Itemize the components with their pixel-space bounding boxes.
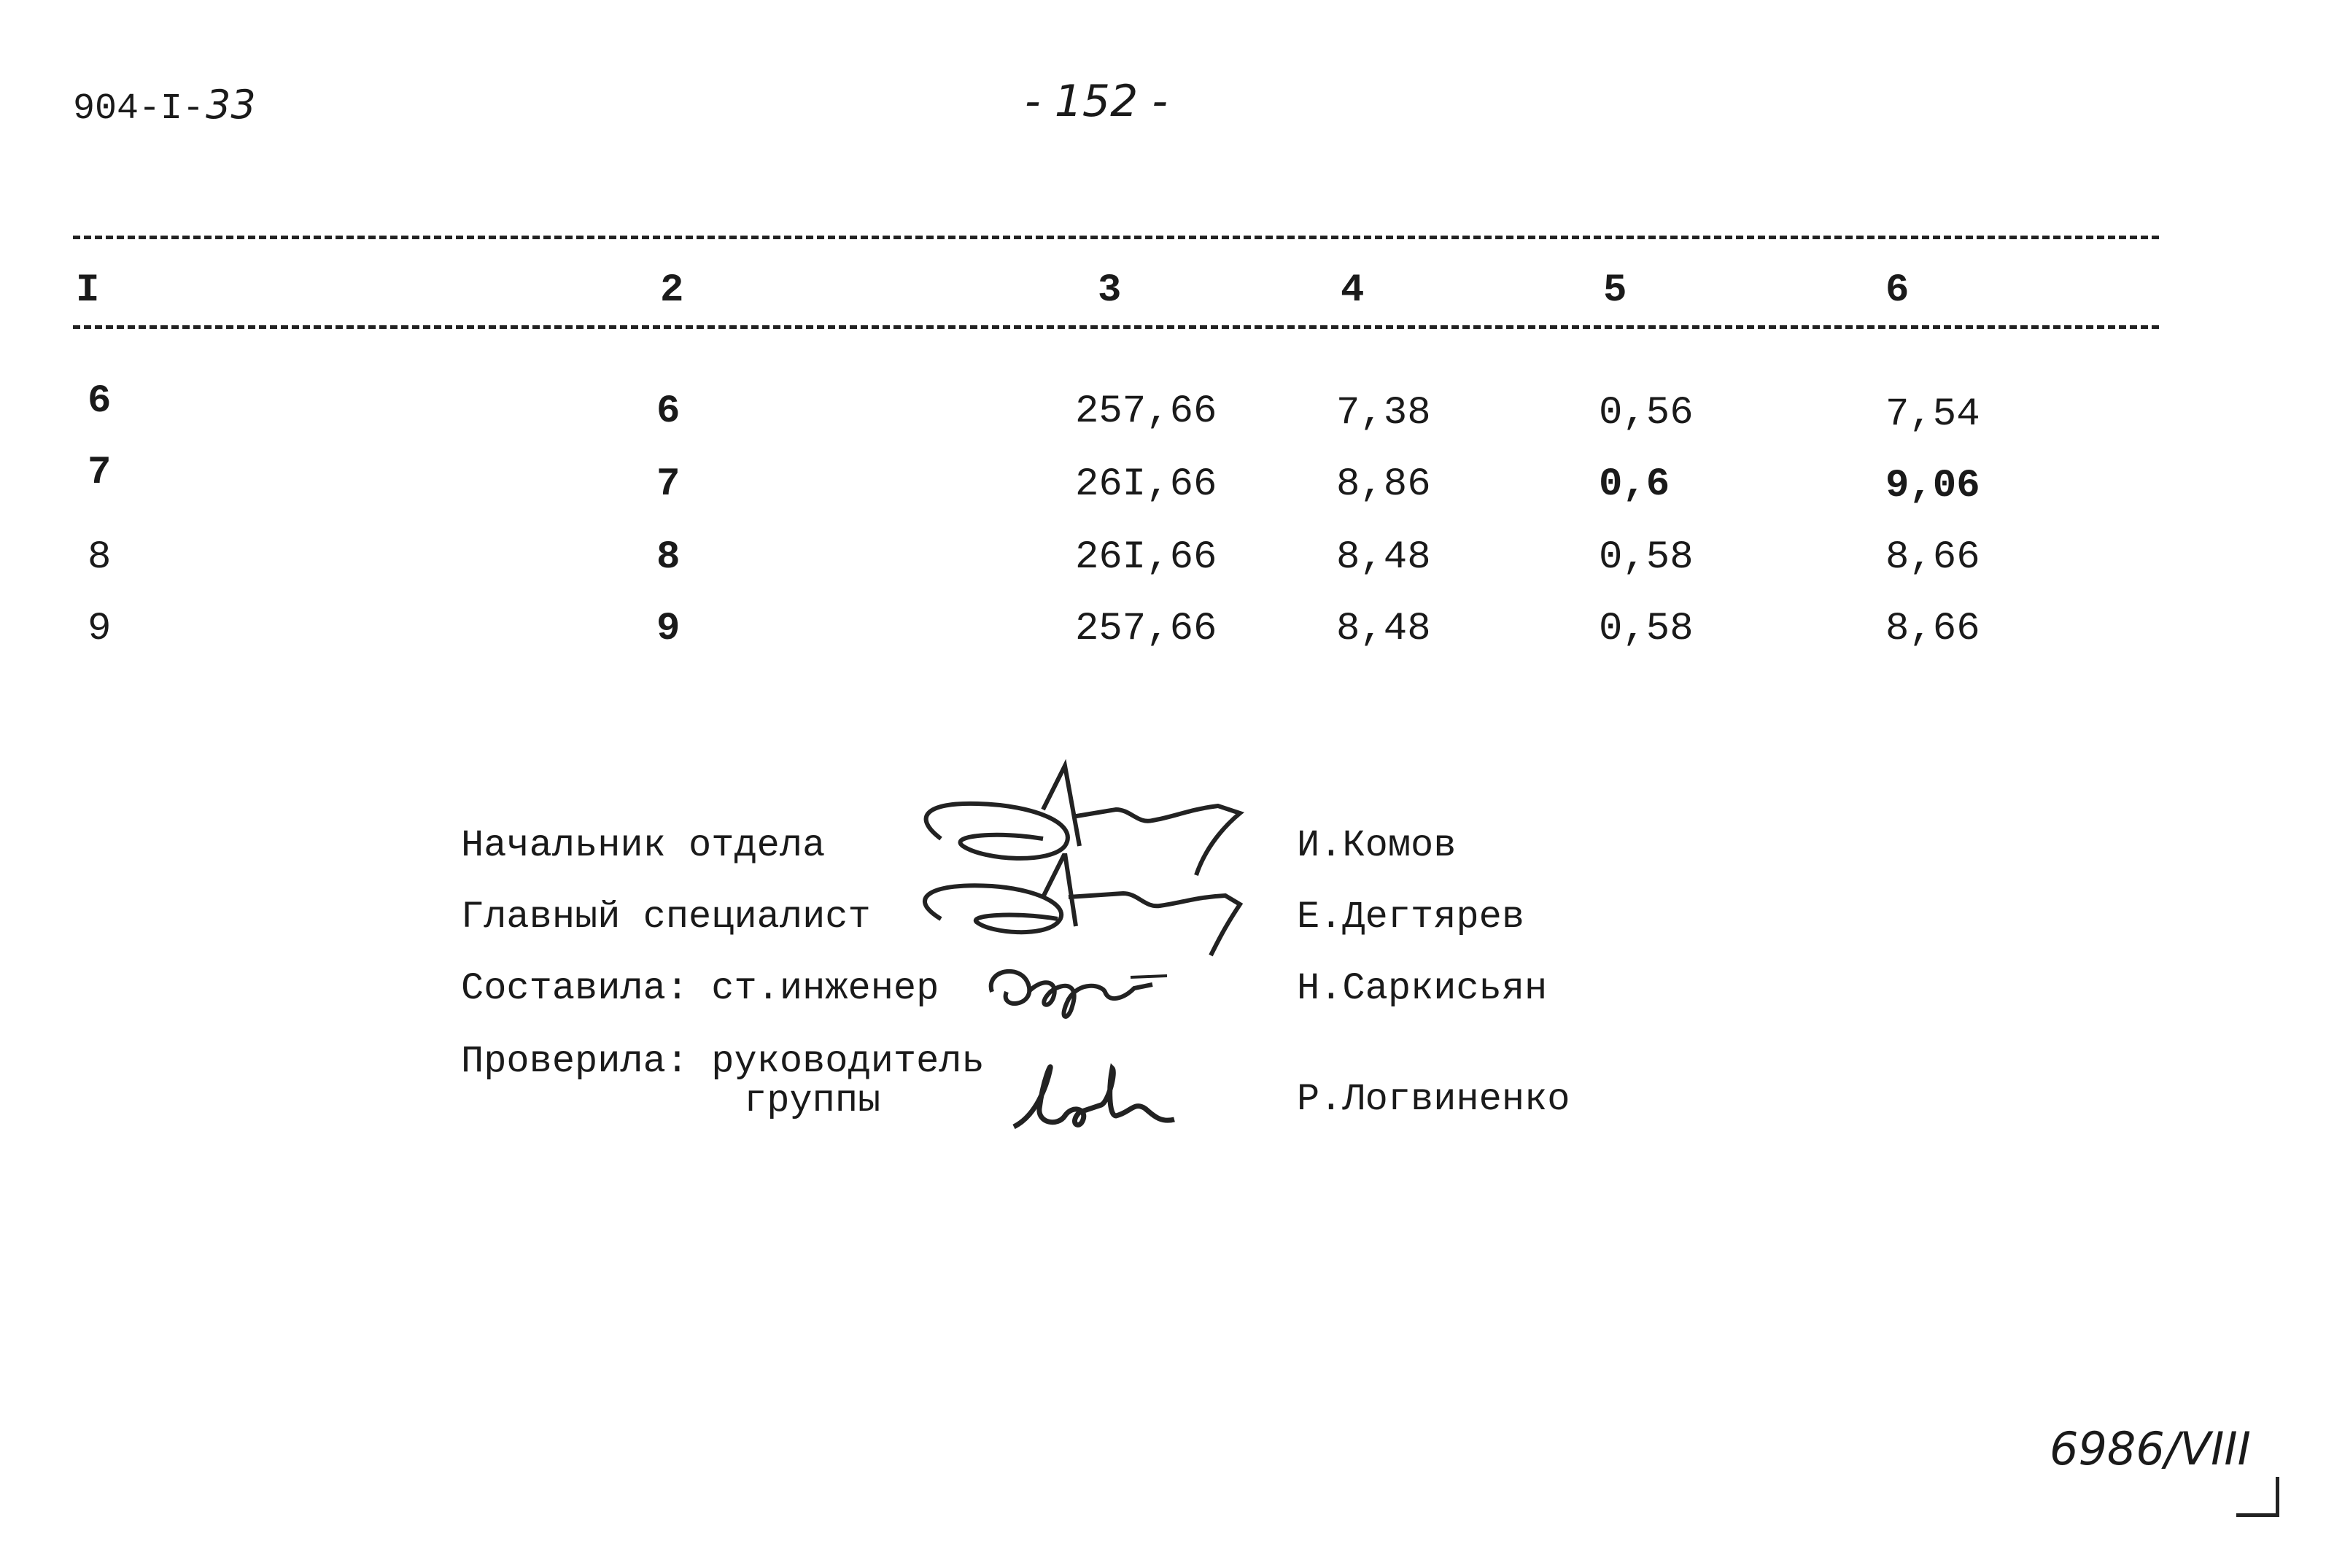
table-header-rule bbox=[73, 325, 2159, 329]
table-cell: 0,58 bbox=[1599, 535, 1694, 580]
signature-name: И.Комов bbox=[1297, 824, 1457, 867]
table-cell: 6 bbox=[88, 379, 112, 424]
table-cell: 8,48 bbox=[1336, 535, 1431, 580]
table-cell: 257,66 bbox=[1075, 607, 1217, 651]
corner-mark bbox=[2236, 1477, 2279, 1517]
page-number: - 152 - bbox=[1025, 76, 1168, 127]
signature-role-continuation: группы bbox=[744, 1079, 881, 1122]
table-cell: 0,56 bbox=[1599, 391, 1694, 435]
signature-role: Главный специалист bbox=[461, 896, 871, 939]
document-code-suffix: 33 bbox=[206, 82, 256, 128]
table-cell: 26I,66 bbox=[1075, 535, 1217, 580]
table-cell: 8,86 bbox=[1336, 462, 1431, 507]
table-cell: 8 bbox=[88, 535, 112, 580]
signature-name: Е.Дегтярев bbox=[1297, 896, 1525, 939]
signature-degtyarev bbox=[897, 853, 1262, 963]
table-cell: 0,58 bbox=[1599, 607, 1694, 651]
table-cell: 7,54 bbox=[1885, 392, 1980, 437]
document-code-prefix: 904-I- bbox=[73, 88, 205, 130]
table-cell: 8,48 bbox=[1336, 607, 1431, 651]
column-header-5: 5 bbox=[1603, 268, 1627, 313]
column-header-4: 4 bbox=[1341, 268, 1365, 313]
table-cell: 7,38 bbox=[1336, 391, 1431, 435]
table-cell: 9 bbox=[656, 607, 681, 651]
table-cell: 7 bbox=[656, 462, 681, 507]
table-cell: 0,6 bbox=[1599, 462, 1670, 507]
table-cell: 257,66 bbox=[1075, 389, 1217, 434]
table-cell: 8,66 bbox=[1885, 535, 1980, 580]
signature-name: Р.Логвиненко bbox=[1297, 1078, 1570, 1121]
signature-role: Проверила: руководитель bbox=[461, 1040, 985, 1083]
table-cell: 8,66 bbox=[1885, 607, 1980, 651]
signature-role: Составила: ст.инженер bbox=[461, 967, 939, 1010]
table-top-rule bbox=[73, 236, 2159, 239]
table-cell: 9 bbox=[88, 607, 112, 651]
signature-role: Начальник отдела bbox=[461, 824, 826, 867]
archive-stamp: 6986/VIII bbox=[2050, 1422, 2251, 1475]
column-header-2: 2 bbox=[660, 268, 684, 313]
column-header-3: 3 bbox=[1098, 268, 1122, 313]
column-header-6: 6 bbox=[1885, 268, 1910, 313]
table-cell: 6 bbox=[656, 389, 681, 434]
table-cell: 9,06 bbox=[1885, 464, 1980, 508]
signature-sarkisyan bbox=[977, 948, 1196, 1028]
table-cell: 26I,66 bbox=[1075, 462, 1217, 507]
signature-name: Н.Саркисьян bbox=[1297, 967, 1548, 1010]
table-cell: 7 bbox=[88, 451, 112, 495]
column-header-1: I bbox=[76, 268, 100, 313]
signature-logvinenko bbox=[1007, 1057, 1196, 1138]
table-cell: 8 bbox=[656, 535, 681, 580]
document-code bbox=[73, 82, 256, 130]
